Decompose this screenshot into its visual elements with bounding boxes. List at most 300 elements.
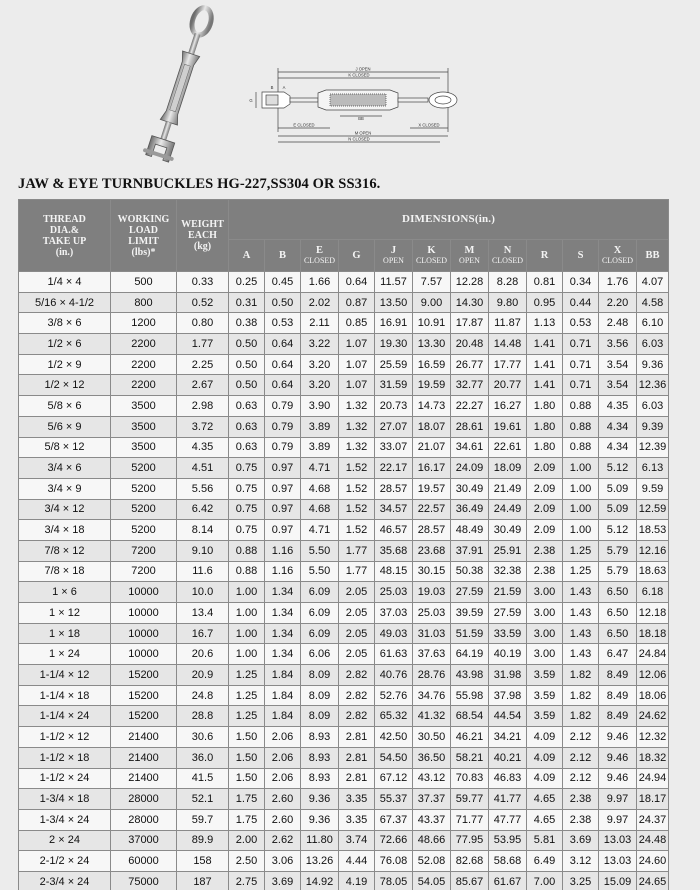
- label-g: G: [249, 98, 253, 103]
- table-cell: 16.7: [177, 623, 229, 644]
- header-dim-x: [599, 240, 637, 272]
- table-cell: 3.69: [563, 830, 599, 851]
- table-cell: 3.00: [527, 582, 563, 603]
- header-dim-n: [489, 240, 527, 272]
- table-cell: 49.03: [375, 623, 413, 644]
- header-line: THREAD: [43, 213, 86, 225]
- table-cell: 60000: [111, 851, 177, 872]
- table-cell: 1.00: [229, 623, 265, 644]
- table-cell: 4.34: [599, 437, 637, 458]
- table-cell: 9.46: [599, 727, 637, 748]
- header-dim-e: [301, 240, 339, 272]
- table-cell: 2.09: [527, 499, 563, 520]
- table-cell: 11.87: [489, 313, 527, 334]
- table-cell: 6.09: [301, 623, 339, 644]
- table-cell: 1/2 × 6: [19, 334, 111, 355]
- table-cell: 1.76: [599, 272, 637, 293]
- table-row: [19, 499, 669, 520]
- table-cell: 41.77: [489, 789, 527, 810]
- table-cell: 6.10: [637, 313, 669, 334]
- table-cell: 1.16: [265, 540, 301, 561]
- table-cell: 12.18: [637, 603, 669, 624]
- dim-qualifier: CLOSED: [491, 255, 524, 265]
- header-dim-s: [563, 240, 599, 272]
- table-cell: 0.75: [229, 458, 265, 479]
- dim-letter: N: [503, 245, 512, 257]
- table-cell: 4.34: [599, 416, 637, 437]
- table-cell: 0.71: [563, 334, 599, 355]
- table-cell: 20.6: [177, 644, 229, 665]
- table-cell: 2.38: [527, 540, 563, 561]
- table-cell: 2.09: [527, 520, 563, 541]
- table-row: [19, 747, 669, 768]
- dim-letter: R: [540, 249, 549, 261]
- table-cell: 2.09: [527, 478, 563, 499]
- dim-qualifier: CLOSED: [601, 255, 634, 265]
- dim-letter: G: [352, 249, 361, 261]
- table-cell: 34.21: [489, 727, 527, 748]
- table-cell: 0.63: [229, 396, 265, 417]
- table-cell: 9.80: [489, 292, 527, 313]
- table-cell: 42.50: [375, 727, 413, 748]
- table-cell: 46.83: [489, 768, 527, 789]
- table-cell: 9.59: [637, 478, 669, 499]
- table-cell: 43.98: [451, 665, 489, 686]
- table-cell: 2200: [111, 334, 177, 355]
- table-cell: 2.05: [339, 623, 375, 644]
- table-cell: 43.12: [413, 768, 451, 789]
- table-cell: 2.38: [563, 809, 599, 830]
- table-cell: 15200: [111, 706, 177, 727]
- table-cell: 2.67: [177, 375, 229, 396]
- table-cell: 13.26: [301, 851, 339, 872]
- table-cell: 5200: [111, 478, 177, 499]
- table-cell: 1.52: [339, 478, 375, 499]
- table-cell: 1.43: [563, 623, 599, 644]
- table-cell: 2200: [111, 354, 177, 375]
- table-cell: 1.16: [265, 561, 301, 582]
- table-cell: 59.77: [451, 789, 489, 810]
- table-row: [19, 685, 669, 706]
- table-cell: 59.7: [177, 809, 229, 830]
- table-cell: 21400: [111, 747, 177, 768]
- table-cell: 1200: [111, 313, 177, 334]
- table-cell: 19.30: [375, 334, 413, 355]
- table-cell: 3.59: [527, 685, 563, 706]
- table-cell: 1.52: [339, 499, 375, 520]
- table-row: [19, 603, 669, 624]
- table-cell: 48.15: [375, 561, 413, 582]
- header-line: (lbs)*: [131, 246, 156, 258]
- table-cell: 24.60: [637, 851, 669, 872]
- table-cell: 4.68: [301, 478, 339, 499]
- table-cell: 2.20: [599, 292, 637, 313]
- table-cell: 2.98: [177, 396, 229, 417]
- table-cell: 8.93: [301, 747, 339, 768]
- table-cell: 3.69: [265, 871, 301, 890]
- table-cell: 14.73: [413, 396, 451, 417]
- table-cell: 1.34: [265, 644, 301, 665]
- table-cell: 20.9: [177, 665, 229, 686]
- table-cell: 8.28: [489, 272, 527, 293]
- spec-table: [18, 199, 669, 890]
- table-cell: 64.19: [451, 644, 489, 665]
- table-cell: 2.81: [339, 727, 375, 748]
- table-cell: 89.9: [177, 830, 229, 851]
- table-cell: 18.06: [637, 685, 669, 706]
- table-cell: 71.77: [451, 809, 489, 830]
- table-cell: 3.20: [301, 354, 339, 375]
- table-cell: 46.57: [375, 520, 413, 541]
- table-cell: 1-1/4 × 24: [19, 706, 111, 727]
- table-cell: 4.19: [339, 871, 375, 890]
- table-cell: 2.05: [339, 603, 375, 624]
- table-cell: 33.07: [375, 437, 413, 458]
- table-cell: 85.67: [451, 871, 489, 890]
- table-cell: 61.67: [489, 871, 527, 890]
- table-cell: 21.07: [413, 437, 451, 458]
- header-dim-a: [229, 240, 265, 272]
- table-cell: 3.54: [599, 375, 637, 396]
- table-cell: 0.50: [229, 354, 265, 375]
- table-cell: 55.98: [451, 685, 489, 706]
- table-cell: 20.73: [375, 396, 413, 417]
- table-cell: 24.84: [637, 644, 669, 665]
- table-cell: 32.38: [489, 561, 527, 582]
- table-body: [19, 272, 669, 890]
- table-cell: 0.50: [265, 292, 301, 313]
- table-cell: 3/4 × 18: [19, 520, 111, 541]
- dim-letter: A: [242, 249, 251, 261]
- table-cell: 6.18: [637, 582, 669, 603]
- table-cell: 41.5: [177, 768, 229, 789]
- table-cell: 1.80: [527, 437, 563, 458]
- table-cell: 1.75: [229, 789, 265, 810]
- header-dimensions: DIMENSIONS(in.): [229, 200, 669, 240]
- table-cell: 36.49: [451, 499, 489, 520]
- table-cell: 5.79: [599, 561, 637, 582]
- table-cell: 4.35: [599, 396, 637, 417]
- table-cell: 82.68: [451, 851, 489, 872]
- table-cell: 1.00: [229, 603, 265, 624]
- table-cell: 1.41: [527, 375, 563, 396]
- table-row: [19, 623, 669, 644]
- header-dim-g: [339, 240, 375, 272]
- table-cell: 0.75: [229, 499, 265, 520]
- table-cell: 28.61: [451, 416, 489, 437]
- table-cell: 12.06: [637, 665, 669, 686]
- table-row: [19, 478, 669, 499]
- dim-qualifier: OPEN: [459, 255, 480, 265]
- table-cell: 37.37: [413, 789, 451, 810]
- table-row: [19, 520, 669, 541]
- table-cell: 1/2 × 12: [19, 375, 111, 396]
- table-row: [19, 292, 669, 313]
- table-cell: 0.80: [177, 313, 229, 334]
- table-cell: 72.66: [375, 830, 413, 851]
- table-cell: 10.0: [177, 582, 229, 603]
- table-cell: 9.36: [301, 809, 339, 830]
- table-cell: 9.46: [599, 747, 637, 768]
- table-cell: 2.60: [265, 809, 301, 830]
- table-cell: 1.43: [563, 644, 599, 665]
- table-cell: 1-1/2 × 18: [19, 747, 111, 768]
- table-cell: 5/8 × 6: [19, 396, 111, 417]
- table-cell: 6.42: [177, 499, 229, 520]
- dim-letter: M: [464, 245, 475, 257]
- table-row: [19, 644, 669, 665]
- table-row: [19, 706, 669, 727]
- table-cell: 36.0: [177, 747, 229, 768]
- table-cell: 8.93: [301, 727, 339, 748]
- table-cell: 2.02: [301, 292, 339, 313]
- table-cell: 0.88: [563, 416, 599, 437]
- label-n-closed: N CLOSED: [348, 136, 370, 142]
- table-cell: 3.20: [301, 375, 339, 396]
- table-row: [19, 437, 669, 458]
- table-cell: 2.50: [229, 851, 265, 872]
- label-k-closed: K CLOSED: [348, 72, 370, 78]
- table-cell: 30.15: [413, 561, 451, 582]
- table-cell: 5200: [111, 499, 177, 520]
- table-cell: 55.37: [375, 789, 413, 810]
- table-cell: 39.59: [451, 603, 489, 624]
- table-cell: 3.00: [527, 623, 563, 644]
- table-cell: 0.34: [563, 272, 599, 293]
- header-line: (kg): [193, 241, 212, 252]
- table-cell: 28.8: [177, 706, 229, 727]
- table-cell: 5.12: [599, 458, 637, 479]
- table-cell: 8.09: [301, 685, 339, 706]
- table-cell: 3.59: [527, 706, 563, 727]
- table-cell: 4.07: [637, 272, 669, 293]
- table-cell: 32.77: [451, 375, 489, 396]
- dim-letter: E: [315, 245, 323, 257]
- table-cell: 37000: [111, 830, 177, 851]
- table-cell: 9.00: [413, 292, 451, 313]
- table-cell: 28.57: [375, 478, 413, 499]
- table-cell: 33.59: [489, 623, 527, 644]
- table-cell: 3/4 × 12: [19, 499, 111, 520]
- table-cell: 1 × 24: [19, 644, 111, 665]
- table-cell: 0.64: [265, 354, 301, 375]
- table-cell: 2.11: [301, 313, 339, 334]
- table-cell: 2.82: [339, 706, 375, 727]
- table-row: [19, 830, 669, 851]
- table-cell: 16.91: [375, 313, 413, 334]
- table-cell: 78.05: [375, 871, 413, 890]
- table-cell: 5.56: [177, 478, 229, 499]
- table-cell: 1 × 12: [19, 603, 111, 624]
- table-cell: 18.09: [489, 458, 527, 479]
- table-cell: 25.91: [489, 540, 527, 561]
- table-cell: 28000: [111, 809, 177, 830]
- table-cell: 22.57: [413, 499, 451, 520]
- table-cell: 7.57: [413, 272, 451, 293]
- table-cell: 58.68: [489, 851, 527, 872]
- table-row: [19, 582, 669, 603]
- header-dim-b: [265, 240, 301, 272]
- table-cell: 2.09: [527, 458, 563, 479]
- table-cell: 3.89: [301, 437, 339, 458]
- table-cell: 20.48: [451, 334, 489, 355]
- table-cell: 10000: [111, 644, 177, 665]
- table-cell: 12.16: [637, 540, 669, 561]
- table-cell: 2.60: [265, 789, 301, 810]
- table-cell: 3/8 × 6: [19, 313, 111, 334]
- table-cell: 4.35: [177, 437, 229, 458]
- table-cell: 18.32: [637, 747, 669, 768]
- table-cell: 1.13: [527, 313, 563, 334]
- table-cell: 2.81: [339, 747, 375, 768]
- table-cell: 1.32: [339, 416, 375, 437]
- header-dim-j: [375, 240, 413, 272]
- table-cell: 500: [111, 272, 177, 293]
- table-cell: 6.09: [301, 582, 339, 603]
- table-cell: 1.25: [563, 561, 599, 582]
- table-cell: 4.58: [637, 292, 669, 313]
- table-cell: 4.51: [177, 458, 229, 479]
- table-cell: 8.49: [599, 665, 637, 686]
- table-cell: 4.68: [301, 499, 339, 520]
- table-cell: 17.87: [451, 313, 489, 334]
- table-cell: 70.83: [451, 768, 489, 789]
- table-cell: 4.09: [527, 727, 563, 748]
- table-cell: 3.72: [177, 416, 229, 437]
- table-cell: 1.00: [229, 644, 265, 665]
- table-cell: 6.49: [527, 851, 563, 872]
- table-cell: 22.27: [451, 396, 489, 417]
- table-cell: 1.34: [265, 623, 301, 644]
- table-cell: 1.84: [265, 706, 301, 727]
- table-row: [19, 396, 669, 417]
- page-title: JAW & EYE TURNBUCKLES HG-227,SS304 OR SS316.: [18, 176, 381, 192]
- table-cell: 2.82: [339, 685, 375, 706]
- table-cell: 2.75: [229, 871, 265, 890]
- table-cell: 12.28: [451, 272, 489, 293]
- table-cell: 12.36: [637, 375, 669, 396]
- table-cell: 4.09: [527, 768, 563, 789]
- table-cell: 27.59: [489, 603, 527, 624]
- label-a: A: [282, 85, 286, 90]
- table-cell: 3/4 × 6: [19, 458, 111, 479]
- table-row: [19, 871, 669, 890]
- table-cell: 5/16 × 4-1/2: [19, 292, 111, 313]
- table-cell: 6.50: [599, 623, 637, 644]
- header-weight-each: [177, 200, 229, 272]
- table-header: [19, 200, 669, 272]
- table-cell: 21400: [111, 727, 177, 748]
- table-cell: 4.44: [339, 851, 375, 872]
- table-cell: 1.32: [339, 396, 375, 417]
- table-cell: 24.8: [177, 685, 229, 706]
- table-cell: 1.25: [229, 685, 265, 706]
- table-cell: 11.80: [301, 830, 339, 851]
- table-cell: 1.34: [265, 603, 301, 624]
- label-e-closed: E CLOSED: [293, 122, 315, 128]
- table-cell: 2.06: [265, 727, 301, 748]
- table-cell: 75000: [111, 871, 177, 890]
- table-cell: 8.49: [599, 706, 637, 727]
- dim-letter: J: [390, 245, 397, 257]
- table-cell: 1.66: [301, 272, 339, 293]
- dim-letter: B: [278, 249, 286, 261]
- label-j-open: J OPEN: [355, 66, 371, 72]
- table-cell: 2.25: [177, 354, 229, 375]
- table-cell: 12.39: [637, 437, 669, 458]
- header-thread-dia-take-up: [19, 200, 111, 272]
- table-cell: 37.03: [375, 603, 413, 624]
- header-line: LOAD: [129, 224, 158, 236]
- table-cell: 54.05: [413, 871, 451, 890]
- table-cell: 17.77: [489, 354, 527, 375]
- table-cell: 3500: [111, 396, 177, 417]
- table-cell: 2.81: [339, 768, 375, 789]
- table-cell: 6.47: [599, 644, 637, 665]
- table-cell: 13.4: [177, 603, 229, 624]
- table-cell: 1 × 6: [19, 582, 111, 603]
- table-cell: 3.74: [339, 830, 375, 851]
- header-line: WORKING: [117, 213, 170, 225]
- dim-letter: S: [577, 249, 584, 261]
- header-line: TAKE UP: [42, 235, 87, 247]
- table-cell: 2.38: [527, 561, 563, 582]
- table-cell: 16.17: [413, 458, 451, 479]
- table-cell: 1.80: [527, 416, 563, 437]
- table-cell: 24.94: [637, 768, 669, 789]
- table-cell: 2.48: [599, 313, 637, 334]
- table-cell: 7/8 × 12: [19, 540, 111, 561]
- table-cell: 31.03: [413, 623, 451, 644]
- table-cell: 9.36: [637, 354, 669, 375]
- header-line: (in.): [55, 246, 74, 258]
- table-cell: 24.62: [637, 706, 669, 727]
- table-cell: 20.77: [489, 375, 527, 396]
- table-cell: 1.82: [563, 665, 599, 686]
- table-cell: 1.75: [229, 809, 265, 830]
- table-cell: 48.66: [413, 830, 451, 851]
- table-cell: 5.50: [301, 540, 339, 561]
- table-cell: 1/2 × 9: [19, 354, 111, 375]
- table-cell: 76.08: [375, 851, 413, 872]
- table-row: [19, 416, 669, 437]
- table-cell: 3.59: [527, 665, 563, 686]
- header-dim-m: [451, 240, 489, 272]
- table-cell: 30.49: [451, 478, 489, 499]
- table-cell: 2.12: [563, 727, 599, 748]
- table-cell: 1.77: [339, 540, 375, 561]
- table-cell: 1.84: [265, 685, 301, 706]
- table-cell: 8.93: [301, 768, 339, 789]
- table-cell: 0.53: [265, 313, 301, 334]
- table-cell: 0.79: [265, 437, 301, 458]
- table-cell: 48.49: [451, 520, 489, 541]
- table-cell: 23.68: [413, 540, 451, 561]
- table-cell: 18.53: [637, 520, 669, 541]
- table-cell: 1.34: [265, 582, 301, 603]
- table-cell: 1.41: [527, 354, 563, 375]
- table-cell: 1.32: [339, 437, 375, 458]
- table-cell: 1-1/2 × 24: [19, 768, 111, 789]
- table-cell: 2.06: [265, 747, 301, 768]
- table-cell: 2-3/4 × 24: [19, 871, 111, 890]
- table-cell: 54.50: [375, 747, 413, 768]
- table-cell: 4.71: [301, 520, 339, 541]
- table-cell: 14.48: [489, 334, 527, 355]
- table-cell: 3/4 × 9: [19, 478, 111, 499]
- table-cell: 30.49: [489, 520, 527, 541]
- table-cell: 24.48: [637, 830, 669, 851]
